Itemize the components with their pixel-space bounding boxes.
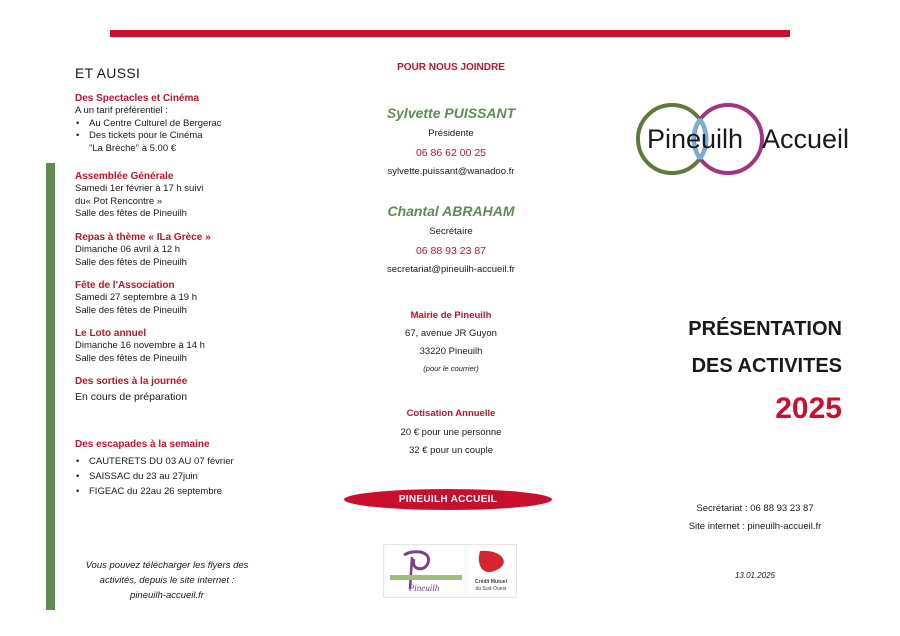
contact-phone: 06 86 62 00 25: [415, 147, 487, 159]
mairie-address: 67, avenue JR Guyon: [405, 328, 497, 339]
cotisation-line: 32 € pour un couple: [409, 445, 493, 456]
logo-word-accueil: Accueil: [762, 124, 850, 154]
section-title: Le Loto annuel: [75, 328, 147, 339]
section-text: Samedi 1er février à 17 h suivi: [75, 183, 204, 194]
list-item: • Des tickets pour le Cinéma: [75, 130, 295, 143]
download-line: Vous pouvez télécharger les flyers des: [85, 560, 249, 571]
credit-mutuel-text: Crédit Mutuel: [475, 579, 507, 585]
presentation-year: 2025: [775, 392, 842, 425]
sorties-section: [75, 375, 295, 404]
contact-phone: 06 88 93 23 87: [415, 245, 487, 257]
section-text: En cours de préparation: [75, 391, 188, 403]
section-text: Samedi 27 septembre à 19 h: [75, 292, 197, 303]
section-title: Repas à thème « ILa Grèce »: [75, 232, 211, 243]
loto-section: [75, 327, 295, 365]
list-item: • SAISSAC du 23 au 27juin: [75, 469, 295, 484]
assemblee-section: [75, 170, 295, 221]
section-title: Des Spectacles et Cinéma: [75, 93, 199, 104]
mairie-note: (pour le courrier): [423, 364, 479, 373]
left-green-bar: [46, 163, 55, 610]
section-text: Salle des fêtes de Pineuilh: [75, 256, 187, 268]
pineuilh-logo-field: [390, 575, 462, 580]
download-note: [62, 558, 272, 603]
section-text: Dimanche 16 novembre à 14 h: [75, 340, 205, 351]
pineuilh-logo-text: Pineuilh: [408, 583, 440, 593]
contact-heading: POUR NOUS JOINDRE: [397, 62, 505, 73]
cotisation-title: Cotisation Annuelle: [406, 408, 496, 419]
download-line: activités, depuis le site internet :: [99, 575, 235, 586]
section-title: Assemblée Générale: [75, 171, 174, 182]
contact-email[interactable]: sylvette.puissant@wanadoo.fr: [387, 166, 515, 177]
secretariat-phone: Secrétariat : 06 88 93 23 87: [696, 503, 814, 514]
credit-mutuel-text: du Sud-Ouest: [475, 586, 507, 592]
list-item: • CAUTERETS DU 03 AU 07 février: [75, 454, 295, 469]
contact-name: Sylvette PUISSANT: [386, 105, 516, 121]
mairie-city: 33220 Pineuilh: [419, 346, 483, 357]
section-text: Dimanche 06 avril à 12 h: [75, 244, 181, 255]
list-item-continuation: "La Brèche" à 5.00 €: [89, 142, 177, 154]
pineuilh-accueil-pill: PINEUILH ACCUEIL: [344, 489, 552, 510]
top-red-bar: [110, 30, 790, 37]
repas-section: [75, 231, 295, 269]
sponsor-logos-graphic: [384, 545, 516, 597]
section-title: Fête de l'Association: [75, 280, 175, 291]
document-date: 13.01.2025: [734, 571, 776, 580]
site-internet[interactable]: Site internet : pineuilh-accueil.fr: [688, 521, 822, 532]
download-line: pineuilh-accueil.fr: [130, 590, 204, 601]
presentation-title-line1: PRÉSENTATION: [688, 318, 842, 340]
section-text: A un tarif préférentiel :: [75, 105, 168, 116]
et-aussi-heading: ET AUSSI: [75, 65, 141, 81]
list-item: • FIGEAC du 22au 26 septembre: [75, 484, 295, 499]
section-text: Salle des fêtes de Pineuilh: [75, 352, 187, 364]
cotisation-line: 20 € pour une personne: [400, 427, 502, 438]
list-item: • Au Centre Culturel de Bergerac: [75, 118, 295, 131]
section-text: du« Pot Rencontre »: [75, 195, 163, 207]
contact-name: Chantal ABRAHAM: [387, 203, 515, 219]
fete-section: [75, 279, 295, 317]
spectacles-section: [75, 92, 295, 155]
pineuilh-accueil-logo: [632, 98, 862, 180]
section-text: Salle des fêtes de Pineuilh: [75, 304, 187, 316]
escapades-section: [75, 438, 295, 499]
sponsor-logos: [383, 544, 517, 598]
contact-role: Présidente: [428, 128, 474, 139]
logo-word-pineuilh: Pineuilh: [647, 124, 744, 154]
section-title: Des sorties à la journée: [75, 376, 188, 387]
section-text: Salle des fêtes de Pineuilh: [75, 208, 187, 219]
contact-email[interactable]: secretariat@pineuilh-accueil.fr: [387, 264, 515, 275]
mairie-title: Mairie de Pineuilh: [410, 310, 492, 321]
contact-role: Secrétaire: [429, 226, 473, 237]
presentation-title-line2: DES ACTIVITES: [691, 355, 842, 377]
section-title: Des escapades à la semaine: [75, 439, 210, 450]
